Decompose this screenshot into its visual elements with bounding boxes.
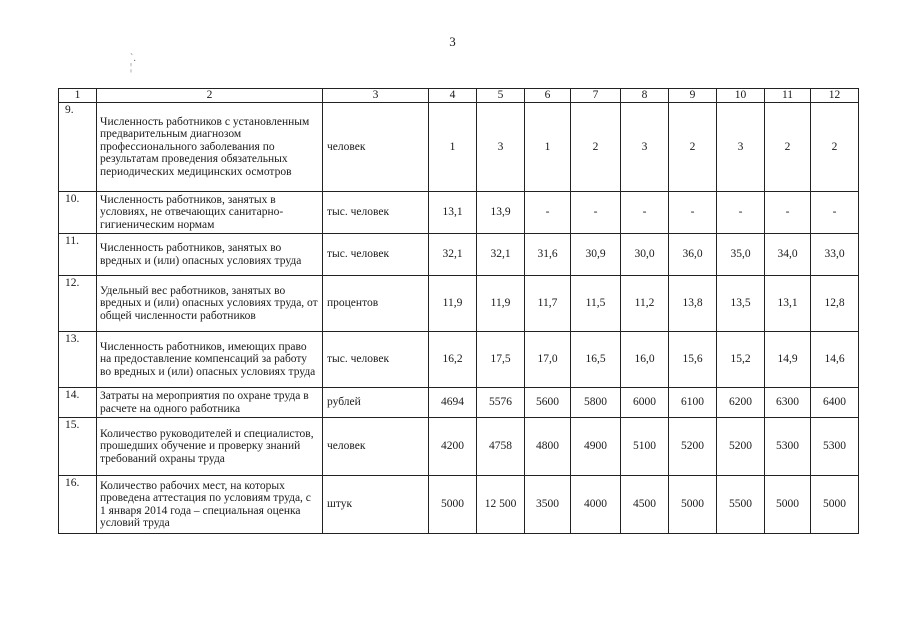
unit-of-measure: тыс. человек: [323, 234, 429, 276]
indicator-value: 14,9: [765, 332, 811, 388]
row-number: 16.: [59, 476, 97, 534]
column-header: 2: [97, 89, 323, 103]
indicator-name: Численность работников, имеющих право на предоставление компенсаций за работу во вредных и (или) опасных условиях труда: [97, 332, 323, 388]
indicator-value: 16,0: [621, 332, 669, 388]
indicator-value: 6300: [765, 388, 811, 418]
indicator-value: 16,5: [571, 332, 621, 388]
indicator-value: 3: [477, 103, 525, 192]
indicator-value: 17,5: [477, 332, 525, 388]
table-body: [59, 89, 859, 534]
indicator-value: 15,6: [669, 332, 717, 388]
indicator-value: 4900: [571, 418, 621, 476]
row-number: 14.: [59, 388, 97, 418]
indicator-value: 33,0: [811, 234, 859, 276]
indicator-value: 5000: [765, 476, 811, 534]
indicator-value: 4500: [621, 476, 669, 534]
indicator-value: 5500: [717, 476, 765, 534]
indicators-table: [58, 88, 859, 534]
indicator-value: 11,9: [477, 276, 525, 332]
unit-of-measure: процентов: [323, 276, 429, 332]
indicator-name: Численность работников с установленным предварительным диагнозом профессионального заболевания по результатам проведения обязательных периодических медицинских осмотров: [97, 103, 323, 192]
indicator-value: 1: [429, 103, 477, 192]
indicator-value: 11,5: [571, 276, 621, 332]
indicator-value: 13,1: [765, 276, 811, 332]
row-number: 9.: [59, 103, 97, 192]
indicator-value: 4800: [525, 418, 571, 476]
indicator-value: 6400: [811, 388, 859, 418]
column-header: 8: [621, 89, 669, 103]
indicator-value: 5000: [669, 476, 717, 534]
indicator-value: -: [717, 192, 765, 234]
column-header: 12: [811, 89, 859, 103]
unit-of-measure: тыс. человек: [323, 332, 429, 388]
indicator-value: 32,1: [477, 234, 525, 276]
indicator-value: 6000: [621, 388, 669, 418]
unit-of-measure: рублей: [323, 388, 429, 418]
indicator-value: 3: [621, 103, 669, 192]
column-header: 11: [765, 89, 811, 103]
indicator-value: 14,6: [811, 332, 859, 388]
indicator-value: -: [765, 192, 811, 234]
column-header: 7: [571, 89, 621, 103]
column-header: 4: [429, 89, 477, 103]
indicator-value: -: [669, 192, 717, 234]
unit-of-measure: человек: [323, 418, 429, 476]
indicator-value: 32,1: [429, 234, 477, 276]
indicator-value: 12,8: [811, 276, 859, 332]
indicator-value: 5100: [621, 418, 669, 476]
indicator-value: 5576: [477, 388, 525, 418]
indicator-value: 5300: [811, 418, 859, 476]
indicator-value: 6200: [717, 388, 765, 418]
table-header-row: [59, 89, 859, 103]
table-row: [59, 332, 859, 388]
unit-of-measure: человек: [323, 103, 429, 192]
row-number: 12.: [59, 276, 97, 332]
indicator-value: 13,9: [477, 192, 525, 234]
indicator-value: 36,0: [669, 234, 717, 276]
indicator-name: Численность работников, занятых в условиях, не отвечающих санитарно-гигиеническим нормам: [97, 192, 323, 234]
indicator-name: Затраты на мероприятия по охране труда в расчете на одного работника: [97, 388, 323, 418]
indicator-value: 2: [571, 103, 621, 192]
indicator-value: 31,6: [525, 234, 571, 276]
indicator-value: 5200: [669, 418, 717, 476]
indicator-name: Количество руководителей и специалистов, прошедших обучение и проверку знаний требований охраны труда: [97, 418, 323, 476]
indicator-name: Численность работников, занятых во вредных и (или) опасных условиях труда: [97, 234, 323, 276]
table-row: [59, 234, 859, 276]
unit-of-measure: штук: [323, 476, 429, 534]
indicator-value: 1: [525, 103, 571, 192]
indicator-value: 15,2: [717, 332, 765, 388]
indicator-name: Количество рабочих мест, на которых проведена аттестация по условиям труда, с 1 января 2014 года – специальная оценка условий труда: [97, 476, 323, 534]
column-header: 9: [669, 89, 717, 103]
unit-of-measure: тыс. человек: [323, 192, 429, 234]
indicator-value: 13,8: [669, 276, 717, 332]
indicator-value: 30,0: [621, 234, 669, 276]
indicator-value: 5000: [429, 476, 477, 534]
indicator-value: 5000: [811, 476, 859, 534]
indicator-name: Удельный вес работников, занятых во вредных и (или) опасных условиях труда, от общей численности работников: [97, 276, 323, 332]
indicator-value: 13,5: [717, 276, 765, 332]
indicator-value: -: [621, 192, 669, 234]
indicator-value: 5300: [765, 418, 811, 476]
indicator-value: 11,2: [621, 276, 669, 332]
indicator-value: 2: [811, 103, 859, 192]
indicator-value: -: [811, 192, 859, 234]
indicator-value: 3500: [525, 476, 571, 534]
table-row: [59, 192, 859, 234]
indicator-value: 2: [765, 103, 811, 192]
table-row: [59, 476, 859, 534]
indicator-value: 17,0: [525, 332, 571, 388]
indicator-value: 12 500: [477, 476, 525, 534]
indicator-value: -: [571, 192, 621, 234]
indicator-value: 4758: [477, 418, 525, 476]
indicator-value: 4694: [429, 388, 477, 418]
row-number: 11.: [59, 234, 97, 276]
page-number: 3: [449, 34, 456, 49]
column-header: 5: [477, 89, 525, 103]
indicator-value: 4000: [571, 476, 621, 534]
indicator-value: 35,0: [717, 234, 765, 276]
indicator-value: 5200: [717, 418, 765, 476]
indicator-value: 6100: [669, 388, 717, 418]
column-header: 6: [525, 89, 571, 103]
indicator-value: 11,9: [429, 276, 477, 332]
indicator-value: 2: [669, 103, 717, 192]
indicator-value: 5600: [525, 388, 571, 418]
indicator-value: 5800: [571, 388, 621, 418]
row-number: 15.: [59, 418, 97, 476]
indicator-value: 16,2: [429, 332, 477, 388]
column-header: 3: [323, 89, 429, 103]
indicator-value: 34,0: [765, 234, 811, 276]
row-number: 13.: [59, 332, 97, 388]
table-row: [59, 388, 859, 418]
indicator-value: 4200: [429, 418, 477, 476]
table-row: [59, 276, 859, 332]
indicator-value: 13,1: [429, 192, 477, 234]
row-number: 10.: [59, 192, 97, 234]
indicator-value: -: [525, 192, 571, 234]
indicator-value: 30,9: [571, 234, 621, 276]
table-row: [59, 103, 859, 192]
column-header: 1: [59, 89, 97, 103]
column-header: 10: [717, 89, 765, 103]
indicator-value: 11,7: [525, 276, 571, 332]
indicator-value: 3: [717, 103, 765, 192]
scan-artifact-mark: `. ¦: [130, 53, 136, 73]
table-row: [59, 418, 859, 476]
